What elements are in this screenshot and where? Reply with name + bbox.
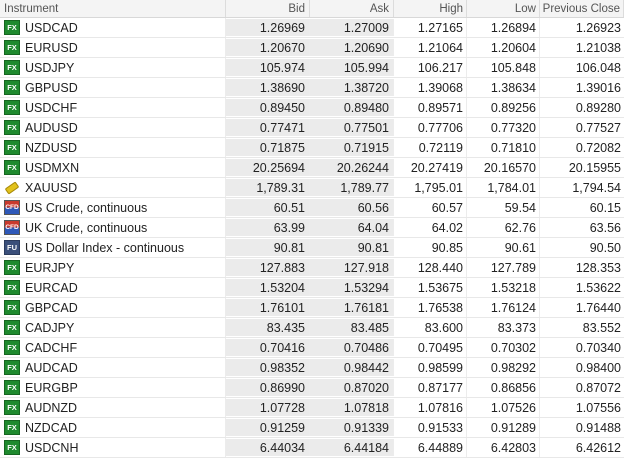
high-cell: 6.44889: [394, 438, 467, 457]
bid-cell[interactable]: 1.53204: [226, 279, 310, 296]
table-row[interactable]: [0, 318, 624, 338]
table-row[interactable]: [0, 418, 624, 438]
previous-close-cell: 6.42612: [575, 440, 621, 455]
fx-icon: FX: [4, 320, 20, 335]
bid-cell[interactable]: 0.71875: [226, 139, 310, 156]
previous-close-cell: 128.353: [575, 260, 621, 275]
instrument-cell[interactable]: [0, 78, 226, 97]
table-row[interactable]: [0, 118, 624, 138]
previous-close-cell: 90.50: [589, 240, 621, 255]
fx-icon: FX: [4, 280, 20, 295]
instrument-cell[interactable]: [0, 438, 226, 457]
bid-cell[interactable]: 1.76101: [226, 299, 310, 316]
ask-cell[interactable]: 0.70486: [310, 339, 394, 356]
ask-cell[interactable]: 83.485: [310, 319, 394, 336]
header-high[interactable]: High: [394, 0, 467, 17]
low-cell: 1.76124: [467, 298, 540, 317]
previous-close-cell: 0.87072: [575, 380, 621, 395]
high-cell: 0.91533: [394, 418, 467, 437]
low-cell: 1.20604: [467, 38, 540, 57]
header-instrument[interactable]: Instrument: [0, 0, 226, 17]
instrument-name: AUDNZD: [25, 400, 78, 415]
high-cell: 1.27165: [394, 18, 467, 37]
ask-cell[interactable]: 6.44184: [310, 439, 394, 456]
low-cell: 0.98292: [467, 358, 540, 377]
low-cell: 83.373: [467, 318, 540, 337]
instrument-cell[interactable]: [0, 118, 226, 137]
bid-cell[interactable]: 63.99: [226, 219, 310, 236]
previous-close-cell: 60.15: [589, 200, 621, 215]
instrument-name: USDMXN: [25, 160, 80, 175]
previous-close-cell: 0.89280: [575, 100, 621, 115]
previous-close-cell: 1.21038: [575, 40, 621, 55]
instrument-name: UK Crude, continuous: [25, 220, 148, 235]
table-row[interactable]: [0, 218, 624, 238]
instrument-name: USDCHF: [25, 100, 78, 115]
instrument-cell[interactable]: [0, 198, 226, 217]
table-row[interactable]: [0, 98, 624, 118]
table-row[interactable]: [0, 78, 624, 98]
instrument-cell[interactable]: [0, 338, 226, 357]
fx-icon: FX: [4, 40, 20, 55]
low-cell: 105.848: [467, 58, 540, 77]
bid-cell[interactable]: 6.44034: [226, 439, 310, 456]
high-cell: 90.85: [394, 238, 467, 257]
instrument-name: AUDCAD: [25, 360, 78, 375]
previous-close-cell: 1.39016: [575, 80, 621, 95]
table-row[interactable]: [0, 378, 624, 398]
table-body: [0, 18, 624, 458]
ask-cell[interactable]: 0.89480: [310, 99, 394, 116]
ask-cell[interactable]: 1.27009: [310, 19, 394, 36]
bid-cell[interactable]: 0.86990: [226, 379, 310, 396]
low-cell: 62.76: [467, 218, 540, 237]
fx-icon: FX: [4, 440, 20, 455]
instrument-name: USDCAD: [25, 20, 78, 35]
bid-cell[interactable]: 127.883: [226, 259, 310, 276]
bid-cell[interactable]: 0.98352: [226, 359, 310, 376]
high-cell: 20.27419: [394, 158, 467, 177]
previous-close-cell: 20.15955: [568, 160, 621, 175]
fx-icon: FX: [4, 100, 20, 115]
table-row[interactable]: [0, 338, 624, 358]
bid-cell[interactable]: 0.77471: [226, 119, 310, 136]
bid-cell[interactable]: 105.974: [226, 59, 310, 76]
fx-icon: FX: [4, 120, 20, 135]
instrument-name: GBPUSD: [25, 80, 78, 95]
previous-close-cell: 83.552: [582, 320, 621, 335]
ask-cell[interactable]: 0.77501: [310, 119, 394, 136]
ask-cell[interactable]: 1.53294: [310, 279, 394, 296]
ask-cell[interactable]: 1.38720: [310, 79, 394, 96]
instrument-name: CADJPY: [25, 320, 75, 335]
high-cell: 60.57: [394, 198, 467, 217]
ask-cell[interactable]: 1.20690: [310, 39, 394, 56]
low-cell: 127.789: [467, 258, 540, 277]
low-cell: 0.86856: [467, 378, 540, 397]
bid-cell[interactable]: 90.81: [226, 239, 310, 256]
instrument-cell[interactable]: [0, 298, 226, 317]
high-cell: 0.72119: [394, 138, 467, 157]
ask-cell[interactable]: 60.56: [310, 199, 394, 216]
table-row[interactable]: [0, 158, 624, 178]
ask-cell[interactable]: 1.76181: [310, 299, 394, 316]
table-row[interactable]: [0, 258, 624, 278]
header-low[interactable]: Low: [467, 0, 540, 17]
low-cell: 1.07526: [467, 398, 540, 417]
fx-icon: FX: [4, 160, 20, 175]
header-ask[interactable]: Ask: [310, 0, 394, 17]
instrument-cell[interactable]: [0, 38, 226, 57]
instrument-name: US Dollar Index - continuous: [25, 240, 185, 255]
high-cell: 1,795.01: [394, 178, 467, 197]
low-cell: 1,784.01: [467, 178, 540, 197]
instrument-cell[interactable]: [0, 58, 226, 77]
bid-cell[interactable]: 0.70416: [226, 339, 310, 356]
previous-close-cell: 0.98400: [575, 360, 621, 375]
instrument-cell[interactable]: [0, 18, 226, 37]
instrument-cell[interactable]: [0, 98, 226, 117]
bid-cell[interactable]: 1.26969: [226, 19, 310, 36]
table-row[interactable]: [0, 198, 624, 218]
low-cell: 1.38634: [467, 78, 540, 97]
high-cell: 1.07816: [394, 398, 467, 417]
header-previous-close[interactable]: Previous Close: [540, 0, 624, 17]
fx-icon: FX: [4, 340, 20, 355]
instrument-name: CADCHF: [25, 340, 78, 355]
ask-cell[interactable]: 64.04: [310, 219, 394, 236]
previous-close-cell: 0.72082: [575, 140, 621, 155]
previous-close-cell: 1,794.54: [572, 180, 621, 195]
previous-close-cell: 106.048: [575, 60, 621, 75]
instrument-name: AUDUSD: [25, 120, 78, 135]
instrument-name: XAUUSD: [25, 180, 78, 195]
instrument-name: USDJPY: [25, 60, 75, 75]
fx-icon: FX: [4, 420, 20, 435]
instrument-cell[interactable]: [0, 258, 226, 277]
table-row[interactable]: [0, 398, 624, 418]
cfd-icon: CFD: [4, 220, 20, 235]
gold-bar-icon: [4, 180, 20, 195]
instrument-name: NZDCAD: [25, 420, 78, 435]
ask-cell[interactable]: 1.07818: [310, 399, 394, 416]
header-bid[interactable]: Bid: [226, 0, 310, 17]
high-cell: 83.600: [394, 318, 467, 337]
fx-icon: FX: [4, 400, 20, 415]
table-row[interactable]: [0, 18, 624, 38]
previous-close-cell: 1.53622: [575, 280, 621, 295]
ask-cell[interactable]: 0.91339: [310, 419, 394, 436]
bid-cell[interactable]: 83.435: [226, 319, 310, 336]
instrument-cell[interactable]: [0, 238, 226, 257]
high-cell: 106.217: [394, 58, 467, 77]
instrument-cell[interactable]: [0, 138, 226, 157]
cfd-icon: CFD: [4, 200, 20, 215]
fx-icon: FX: [4, 260, 20, 275]
instrument-cell[interactable]: [0, 378, 226, 397]
low-cell: 0.91289: [467, 418, 540, 437]
ask-cell[interactable]: 0.98442: [310, 359, 394, 376]
high-cell: 0.89571: [394, 98, 467, 117]
fx-icon: FX: [4, 140, 20, 155]
ask-cell[interactable]: 20.26244: [310, 159, 394, 176]
table-row[interactable]: [0, 278, 624, 298]
bid-cell[interactable]: 1.38690: [226, 79, 310, 96]
table-row[interactable]: [0, 178, 624, 198]
bid-cell[interactable]: 60.51: [226, 199, 310, 216]
instrument-cell[interactable]: [0, 218, 226, 237]
bid-cell[interactable]: 0.91259: [226, 419, 310, 436]
fx-icon: FX: [4, 380, 20, 395]
previous-close-cell: 1.76440: [575, 300, 621, 315]
instrument-name: EURJPY: [25, 260, 75, 275]
table-row[interactable]: [0, 358, 624, 378]
fx-icon: FX: [4, 60, 20, 75]
previous-close-cell: 1.07556: [575, 400, 621, 415]
previous-close-cell: 1.26923: [575, 20, 621, 35]
fx-icon: FX: [4, 20, 20, 35]
bid-cell[interactable]: 0.89450: [226, 99, 310, 116]
previous-close-cell: 63.56: [589, 220, 621, 235]
fx-icon: FX: [4, 360, 20, 375]
instrument-name: EURGBP: [25, 380, 78, 395]
low-cell: 1.26894: [467, 18, 540, 37]
table-row[interactable]: [0, 138, 624, 158]
table-row[interactable]: [0, 438, 624, 458]
high-cell: 0.77706: [394, 118, 467, 137]
instrument-cell[interactable]: [0, 158, 226, 177]
futures-icon: FU: [4, 240, 20, 255]
high-cell: 64.02: [394, 218, 467, 237]
bid-cell[interactable]: 1.07728: [226, 399, 310, 416]
high-cell: 0.70495: [394, 338, 467, 357]
low-cell: 90.61: [467, 238, 540, 257]
instrument-cell[interactable]: [0, 418, 226, 437]
previous-close-cell: 0.77527: [575, 120, 621, 135]
instrument-cell[interactable]: [0, 358, 226, 377]
table-row[interactable]: [0, 58, 624, 78]
previous-close-cell: 0.91488: [575, 420, 621, 435]
instrument-name: NZDUSD: [25, 140, 78, 155]
instrument-name: GBPCAD: [25, 300, 78, 315]
table-header: [0, 0, 624, 18]
bid-cell[interactable]: 1.20670: [226, 39, 310, 56]
ask-cell[interactable]: 0.87020: [310, 379, 394, 396]
high-cell: 128.440: [394, 258, 467, 277]
low-cell: 1.53218: [467, 278, 540, 297]
instrument-name: USDCNH: [25, 440, 79, 455]
table-row[interactable]: [0, 298, 624, 318]
instrument-cell[interactable]: [0, 318, 226, 337]
instrument-name: US Crude, continuous: [25, 200, 148, 215]
high-cell: 1.53675: [394, 278, 467, 297]
low-cell: 59.54: [467, 198, 540, 217]
low-cell: 20.16570: [467, 158, 540, 177]
low-cell: 6.42803: [467, 438, 540, 457]
ask-cell[interactable]: 105.994: [310, 59, 394, 76]
low-cell: 0.71810: [467, 138, 540, 157]
high-cell: 0.98599: [394, 358, 467, 377]
bid-cell[interactable]: 1,789.31: [226, 179, 310, 196]
fx-icon: FX: [4, 80, 20, 95]
instrument-cell[interactable]: [0, 398, 226, 417]
low-cell: 0.77320: [467, 118, 540, 137]
low-cell: 0.89256: [467, 98, 540, 117]
ask-cell[interactable]: 0.71915: [310, 139, 394, 156]
bid-cell[interactable]: 20.25694: [226, 159, 310, 176]
low-cell: 0.70302: [467, 338, 540, 357]
high-cell: 0.87177: [394, 378, 467, 397]
instrument-cell[interactable]: [0, 278, 226, 297]
table-row[interactable]: [0, 38, 624, 58]
high-cell: 1.76538: [394, 298, 467, 317]
previous-close-cell: 0.70340: [575, 340, 621, 355]
ask-cell[interactable]: 127.918: [310, 259, 394, 276]
high-cell: 1.39068: [394, 78, 467, 97]
instrument-name: EURCAD: [25, 280, 78, 295]
instrument-cell[interactable]: [0, 178, 226, 197]
ask-cell[interactable]: 1,789.77: [310, 179, 394, 196]
ask-cell[interactable]: 90.81: [310, 239, 394, 256]
table-row[interactable]: [0, 238, 624, 258]
instrument-name: EURUSD: [25, 40, 78, 55]
high-cell: 1.21064: [394, 38, 467, 57]
fx-icon: FX: [4, 300, 20, 315]
